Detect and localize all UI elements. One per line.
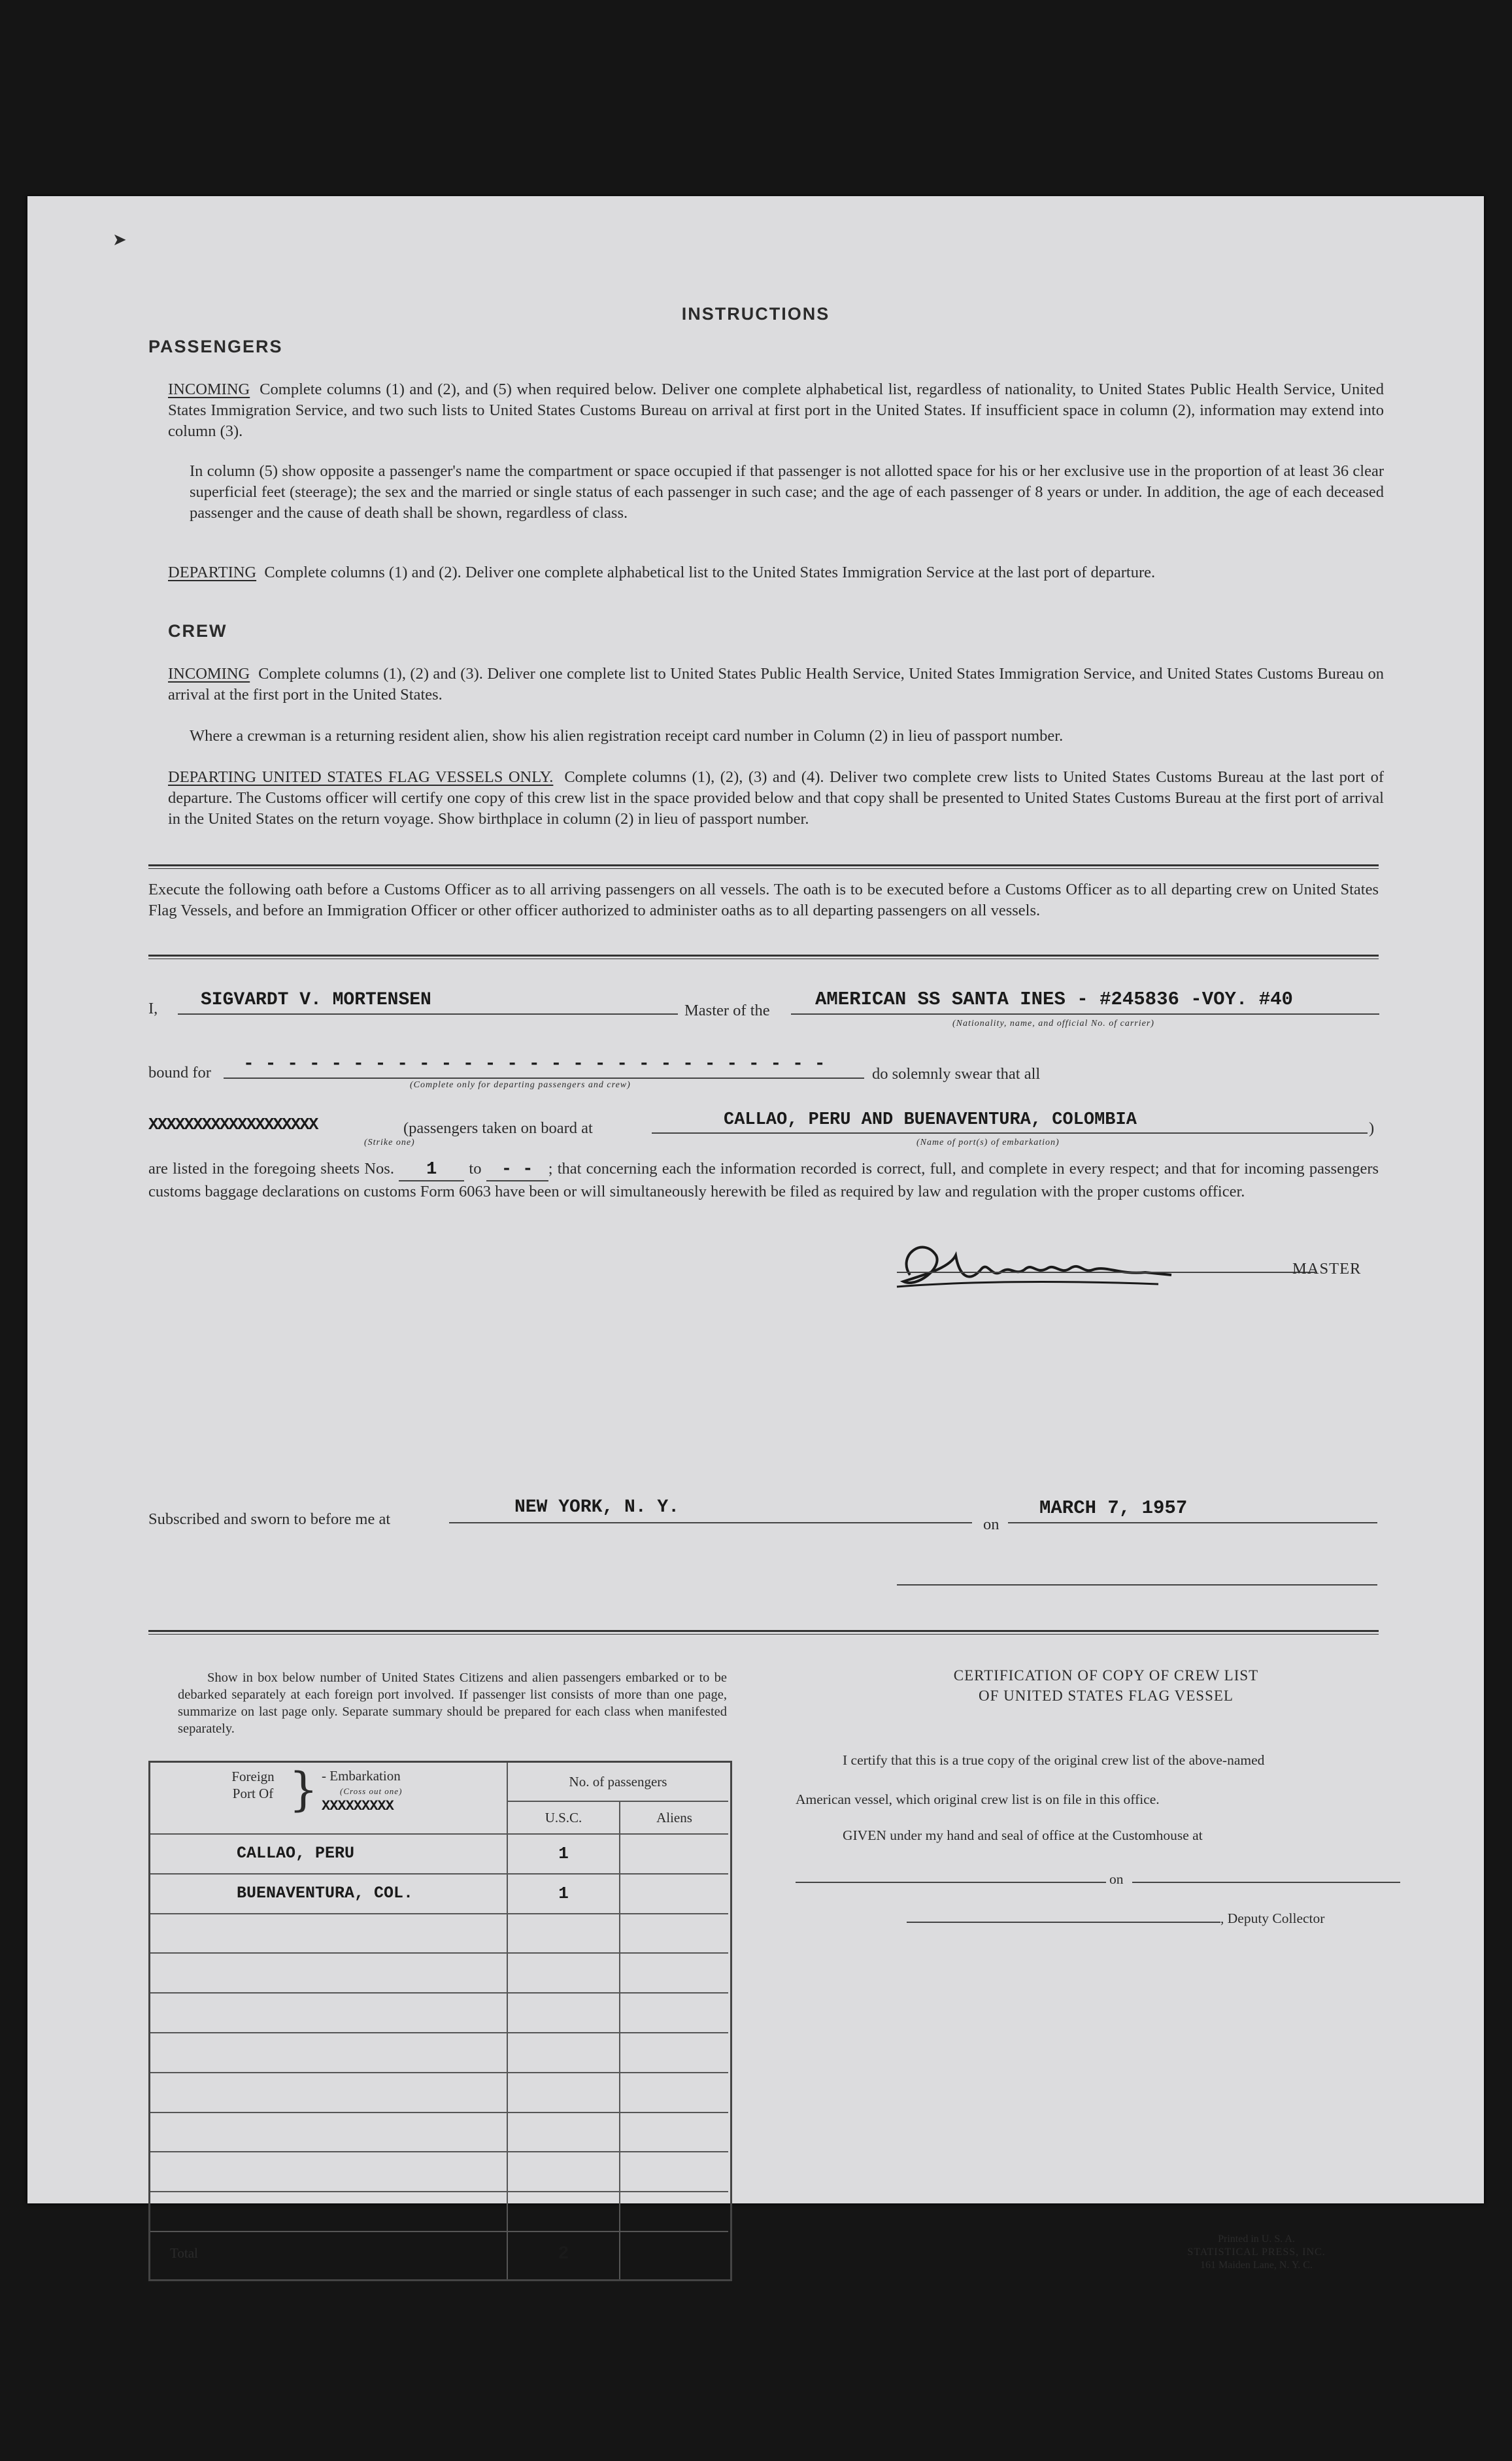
cell-divider [507, 2152, 508, 2192]
divider-rule [148, 868, 1379, 869]
cell-divider [619, 2113, 620, 2153]
printer-line-1: Printed in U. S. A. [1218, 2233, 1295, 2245]
printer-line-3: 161 Maiden Lane, N. Y. C. [1200, 2260, 1313, 2271]
flag-vessels-paragraph [168, 767, 1384, 830]
oath-certify-paragraph [148, 1159, 1379, 1202]
embarkation-ports-value: CALLAO, PERU AND BUENAVENTURA, COLOMBIA [724, 1110, 1137, 1130]
officer-signature-line [897, 1584, 1377, 1586]
cert-date-line [1132, 1882, 1400, 1883]
signature-line [897, 1272, 1315, 1273]
struck-debarkation: XXXXXXXXX [322, 1798, 394, 1814]
sworn-on-label: on [983, 1516, 1000, 1533]
certification-title-2: OF UNITED STATES FLAG VESSEL [979, 1688, 1234, 1704]
close-paren: ) [1369, 1119, 1375, 1137]
cell-divider [507, 2033, 508, 2073]
cell-divider [619, 1954, 620, 1994]
divider-rule [148, 864, 1379, 866]
cert-on-label: on [1109, 1871, 1124, 1887]
cell-divider [619, 1835, 620, 1875]
sheet-from-value: 1 [399, 1159, 464, 1181]
deputy-collector-label: , Deputy Collector [1220, 1910, 1325, 1926]
incoming-label: INCOMING [168, 381, 250, 398]
cell-divider [619, 2033, 620, 2073]
divider-rule [148, 955, 1379, 957]
crew-heading: CREW [168, 621, 227, 641]
cell-divider [619, 2073, 620, 2113]
passenger-summary-table [148, 1761, 732, 2281]
table-row [150, 2192, 728, 2232]
cell-divider [507, 1954, 508, 1994]
cell-divider [507, 2113, 508, 2153]
cell-divider [507, 2192, 508, 2232]
ports-caption: (Name of port(s) of embarkation) [916, 1138, 1060, 1147]
incoming-text: Complete columns (1) and (2), and (5) when required below. Deliver one complete alphabetical list, regardless of nationality, to United States Public Health Service, United States Immigration Service, and two such lists to United States Customs Bureau on arrival at first port in the United States. If insufficient space in column (2), information may extend into column (3). [168, 381, 1385, 440]
cell-divider [507, 1994, 508, 2033]
port-cell: BUENAVENTURA, COL. [237, 1883, 414, 1903]
total-label: Total [170, 2245, 198, 2261]
instructions-title: INSTRUCTIONS [681, 304, 830, 324]
master-label: MASTER [1292, 1260, 1362, 1278]
printer-line-2: STATISTICAL PRESS, INC. [1187, 2247, 1326, 2258]
port-cell: CALLAO, PERU [237, 1844, 355, 1863]
deputy-line [907, 1922, 1220, 1923]
embarkation-label: - Embarkation [322, 1768, 401, 1784]
cell-divider [619, 1914, 620, 1954]
flag-vessels-label: DEPARTING UNITED STATES FLAG VESSELS ONLY. [168, 768, 554, 786]
cell-divider [619, 1994, 620, 2033]
printer-imprint [1126, 2233, 1387, 2272]
table-row [150, 1875, 728, 1914]
total-row [150, 2231, 728, 2279]
sheets-label: are listed in the foregoing sheets Nos. [148, 1160, 394, 1178]
table-row [150, 2073, 728, 2113]
certify-text: ; that concerning each the information recorded is correct, full, and complete in every respect; and that for incoming passengers customs baggage declarations on customs Form 6063 have been or will simultaneously herewith be filed as required by law and regulation with the proper customs officer. [148, 1160, 1379, 1200]
departing-text: Complete columns (1) and (2). Deliver one complete alphabetical list to the United States Immigration Service at the last port of departure. [264, 564, 1156, 581]
oath-instruction-paragraph: Execute the following oath before a Customs Officer as to all arriving passengers on all vessels. The oath is to be executed before a Customs Officer as to all departing crew on United States Flag Vessels, and before an Immigration Officer or other officer authorized to administer oaths as to all departing passengers on all vessels. [148, 881, 1379, 919]
table-row [150, 1835, 728, 1875]
swear-text: do solemnly swear that all [872, 1065, 1041, 1083]
bound-for-line [224, 1078, 864, 1079]
column5-paragraph: In column (5) show opposite a passenger's name the compartment or space occupied if that passenger is not allotted space for his or her exclusive use in the proportion of at least 36 clear superficial feet (steerage); the sex and the married or single status of each passenger in such case; and the age of each passenger of 8 years or under. In addition, the age of each deceased passenger and the cause of death shall be shown, regardless of class. [190, 462, 1384, 522]
bound-for-label: bound for [148, 1064, 211, 1081]
to-label: to [469, 1160, 482, 1178]
divider-rule [148, 1630, 1379, 1632]
table-row [150, 1914, 728, 1954]
table-row [150, 1954, 728, 1994]
departing-label: DEPARTING [168, 564, 257, 581]
divider-rule [148, 1634, 1379, 1635]
usc-cell: 1 [558, 1844, 569, 1863]
bound-for-caption: (Complete only for departing passengers and crew) [410, 1080, 631, 1090]
flag-vessels-text: Complete columns (1), (2), (3) and (4). Deliver two complete crew lists to United States Customs Bureau at the last port of departure. The Customs officer will certify one copy of this crew list in the space provided below and that copy shall be presented to United States Customs Bureau at the first port of arrival in the United States on the return voyage. Show birthplace in column (2) in lieu of passport number. [168, 768, 1384, 828]
table-row [150, 1994, 728, 2033]
usc-cell: 1 [558, 1883, 569, 1903]
cell-divider [619, 2152, 620, 2192]
table-row [150, 2113, 728, 2153]
vessel-line [791, 1013, 1379, 1015]
master-name-value: SIGVARDT V. MORTENSEN [201, 990, 431, 1010]
table-row [150, 2033, 728, 2073]
cross-out-caption: (Cross out one) [340, 1786, 403, 1796]
cell-divider [507, 1914, 508, 1954]
cell-divider [619, 2192, 620, 2232]
foreign-port-of-label: Foreign Port Of [231, 1769, 275, 1801]
total-usc-value: 2 [558, 2244, 569, 2264]
certify-line-2: American vessel, which original crew list is on file in this office. [796, 1791, 1160, 1807]
certify-line-1: I certify that this is a true copy of the original crew list of the above-named [843, 1752, 1265, 1768]
vessel-value: AMERICAN SS SANTA INES - #245836 -VOY. #40 [815, 989, 1293, 1010]
arrow-mark: ➤ [112, 230, 127, 249]
crew-incoming-paragraph [168, 664, 1384, 705]
crewman-paragraph: Where a crewman is a returning resident alien, show his alien registration receipt card number in Column (2) in lieu of passport number. [190, 727, 1064, 745]
sworn-date-value: MARCH 7, 1957 [1039, 1497, 1188, 1519]
document-sheet [27, 196, 1484, 2271]
usc-header: U.S.C. [508, 1802, 620, 1835]
oath-i-label: I, [148, 1000, 158, 1017]
brace-glyph: } [289, 1763, 318, 1816]
crew-incoming-text: Complete columns (1), (2) and (3). Deliver one complete list to United States Public Health Service, United States Immigration Service, and United States Customs Bureau on arrival at the first port in the United States. [168, 665, 1384, 704]
strike-caption: (Strike one) [364, 1138, 415, 1147]
certification-title-1: CERTIFICATION OF COPY OF CREW LIST [953, 1667, 1259, 1684]
total-cell-divider [619, 2231, 620, 2279]
passengers-incoming-paragraph [168, 379, 1384, 442]
customhouse-line [796, 1882, 1106, 1883]
embarkation-line [652, 1132, 1368, 1134]
aliens-header: Aliens [620, 1802, 728, 1835]
sworn-place-line [449, 1522, 972, 1523]
cell-divider [507, 2073, 508, 2113]
sheet-to-value: - - [486, 1159, 548, 1181]
master-name-line [178, 1013, 678, 1015]
no-of-passengers-header: No. of passengers [508, 1763, 728, 1802]
crew-incoming-label: INCOMING [168, 665, 250, 683]
struck-out-crew: XXXXXXXXXXXXXXXXXXX [148, 1115, 318, 1134]
table-row [150, 2152, 728, 2192]
foreign-port-header [150, 1763, 508, 1835]
cell-divider [619, 1875, 620, 1914]
passengers-taken-label: (passengers taken on board at [403, 1119, 593, 1137]
sworn-date-line [1008, 1522, 1377, 1523]
given-text: GIVEN under my hand and seal of office at the Customhouse at [843, 1827, 1203, 1843]
summary-instructions: Show in box below number of United States Citizens and alien passengers embarked or to be debarked separately at each foreign port involved. If passenger list consists of more than one page, summarize on last page only. Separate summary should be prepared for each class when manifested separately. [178, 1671, 727, 1736]
master-signature [884, 1229, 1184, 1301]
sworn-label: Subscribed and sworn to before me at [148, 1510, 391, 1528]
bound-for-value: - - - - - - - - - - - - - - - - - - - - - - - - - - - [243, 1054, 826, 1074]
sworn-place-value: NEW YORK, N. Y. [514, 1497, 680, 1518]
vessel-caption: (Nationality, name, and official No. of carrier) [952, 1019, 1154, 1028]
passengers-departing-paragraph [168, 562, 1384, 583]
master-of-label: Master of the [684, 1002, 770, 1019]
passengers-heading: PASSENGERS [148, 337, 283, 356]
